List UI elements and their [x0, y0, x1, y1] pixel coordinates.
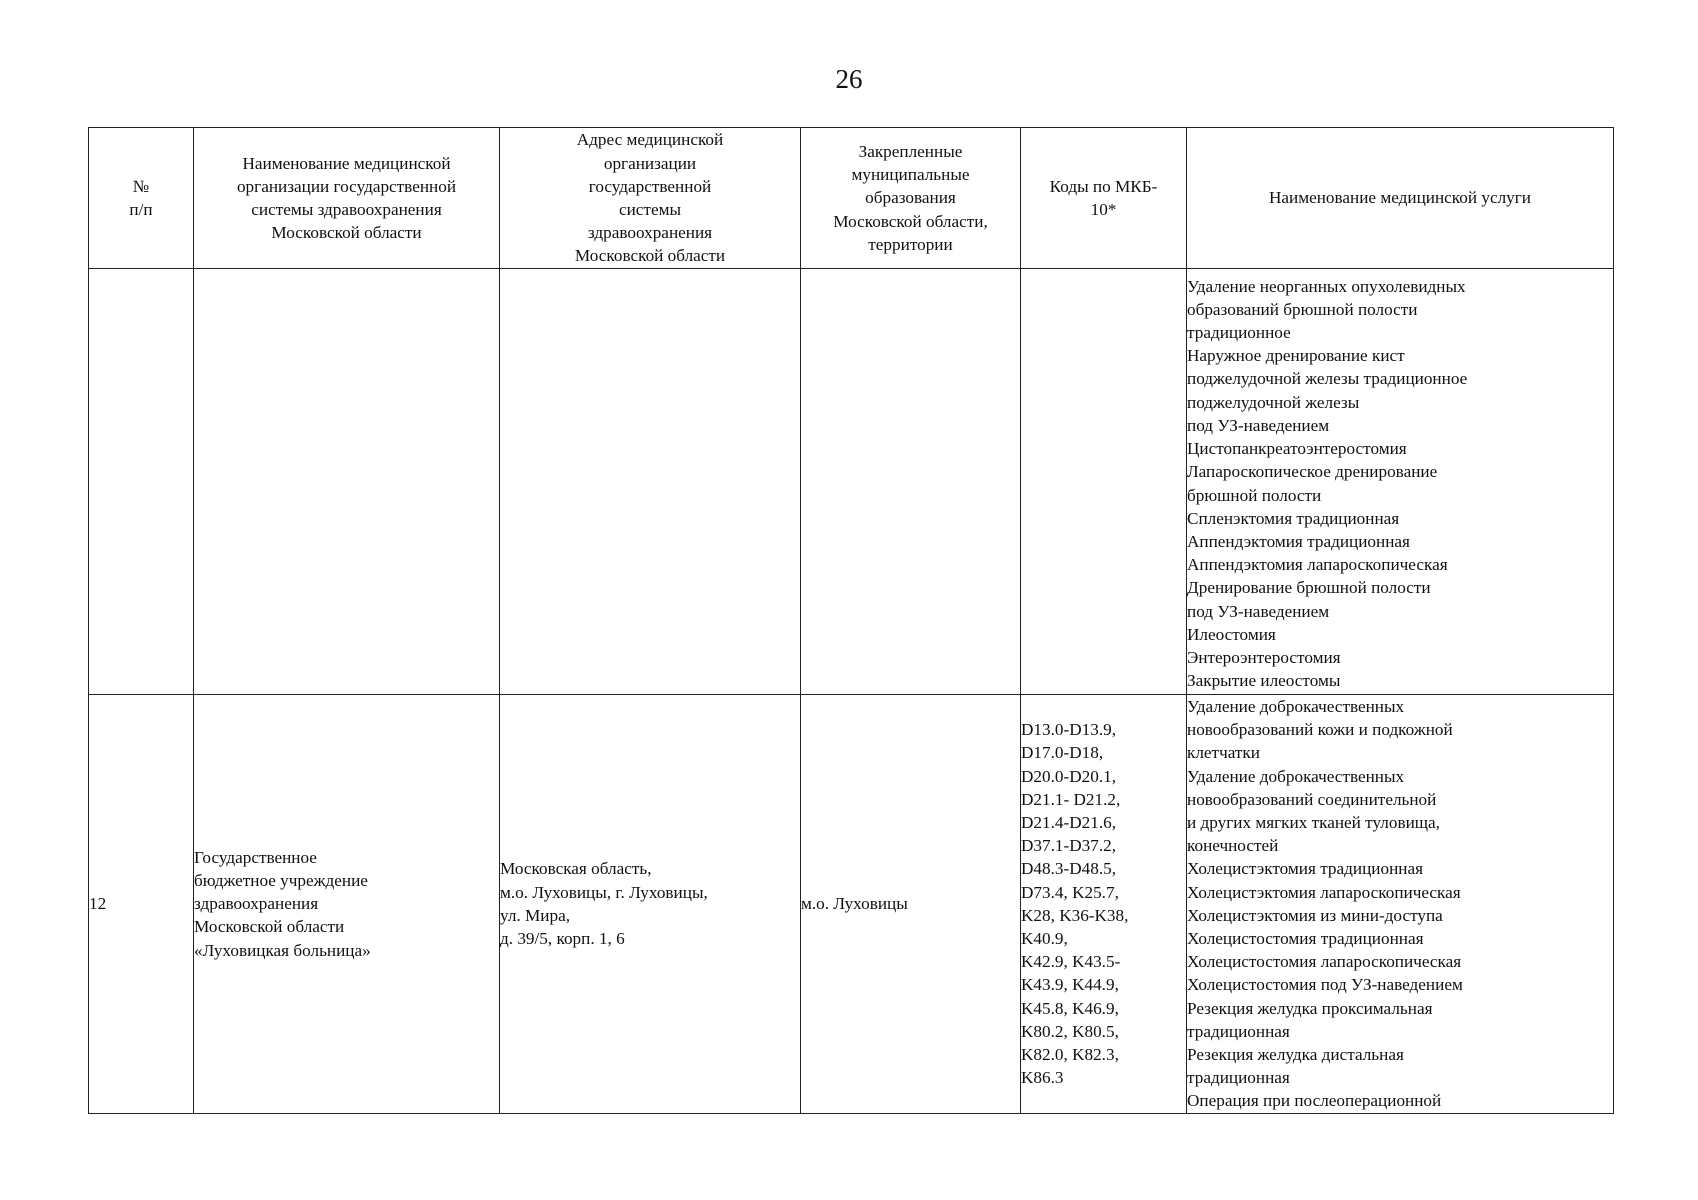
text-line: новообразований соединительной — [1187, 789, 1437, 809]
text-line: Удаление неорганных опухолевидных — [1187, 276, 1466, 296]
row-mun — [801, 695, 1021, 1114]
text-line: Холецистостомия под УЗ-наведением — [1187, 975, 1463, 995]
text-line: Удаление доброкачественных — [1187, 697, 1405, 716]
text-line: под УЗ-наведением — [1187, 601, 1330, 621]
table-row — [89, 695, 1614, 1114]
text-line: K40.9, — [1021, 929, 1068, 949]
text-line: Адрес медицинской — [576, 130, 724, 150]
text-line: организации — [603, 153, 697, 173]
row-org — [194, 695, 500, 1114]
header-service — [1187, 128, 1614, 269]
table-row — [89, 269, 1614, 695]
text-line: «Луховицкая больница» — [194, 940, 371, 960]
text-line: ул. Мира, — [500, 905, 571, 925]
text-line: Наименование медицинской услуги — [1268, 188, 1532, 208]
text-line: Наименование медицинской — [242, 153, 451, 173]
page-number: 26 — [835, 64, 863, 94]
text-line: Илеостомия — [1187, 624, 1276, 644]
text-line: бюджетное учреждение — [194, 871, 368, 891]
text-line: д. 39/5, корп. 1, 6 — [500, 929, 625, 949]
text-line: Московской области — [271, 223, 422, 243]
header-codes — [1021, 128, 1187, 269]
text-line: Московской области — [574, 246, 726, 266]
text-line: Холецистэктомия лапароскопическая — [1187, 882, 1461, 902]
text-line: K28, K36-K38, — [1021, 905, 1129, 925]
text-line: D20.0-D20.1, — [1021, 766, 1117, 786]
text-line: K42.9, K43.5- — [1021, 952, 1121, 972]
text-line: Спленэктомия традиционная — [1187, 508, 1400, 528]
text-line: Операция при послеоперационной — [1187, 1091, 1442, 1111]
text-line: клетчатки — [1187, 743, 1260, 763]
text-line: D21.1- D21.2, — [1021, 789, 1121, 809]
text-line: Московская область, — [500, 859, 652, 879]
text-line: Удаление доброкачественных — [1187, 766, 1405, 786]
text-line: Аппендэктомия традиционная — [1187, 531, 1410, 551]
header-org — [194, 128, 500, 269]
text-line: Цистопанкреатоэнтеростомия — [1187, 439, 1407, 459]
text-line: Закрытие илеостомы — [1187, 671, 1341, 691]
row-addr — [500, 269, 801, 695]
header-mun — [801, 128, 1021, 269]
row-addr — [500, 695, 801, 1114]
text-line: м.о. Луховицы — [801, 894, 908, 914]
row-org — [194, 269, 500, 695]
text-line: п/п — [129, 200, 153, 219]
text-line: D48.3-D48.5, — [1021, 859, 1117, 879]
text-line: традиционная — [1187, 1021, 1290, 1041]
text-line: Холецистэктомия традиционная — [1187, 859, 1423, 879]
text-line: Наружное дренирование кист — [1187, 346, 1405, 366]
text-line: Энтероэнтеростомия — [1187, 647, 1341, 667]
text-line: K43.9, K44.9, — [1021, 975, 1119, 995]
text-line: D13.0-D13.9, — [1021, 720, 1117, 740]
text-line: Дренирование брюшной полости — [1187, 578, 1431, 598]
text-line: D37.1-D37.2, — [1021, 836, 1117, 856]
header-num — [89, 128, 194, 269]
text-line: D21.4-D21.6, — [1021, 813, 1117, 833]
text-line: D73.4, K25.7, — [1021, 882, 1119, 902]
text-line: K80.2, K80.5, — [1021, 1021, 1119, 1041]
text-line: K86.3 — [1021, 1068, 1064, 1088]
text-line: Государственное — [194, 847, 317, 867]
text-line: конечностей — [1187, 836, 1279, 856]
text-line: государственной — [588, 176, 712, 196]
row-codes — [1021, 695, 1187, 1114]
text-line: м.о. Луховицы, г. Луховицы, — [500, 882, 708, 902]
text-line: 10* — [1090, 200, 1117, 219]
table-header-row — [89, 128, 1614, 269]
header-addr — [500, 128, 801, 269]
row-mun — [801, 269, 1021, 695]
text-line: Лапароскопическое дренирование — [1187, 462, 1438, 482]
text-line: системы здравоохранения — [251, 200, 442, 219]
text-line: территории — [868, 234, 953, 254]
text-line: образований брюшной полости — [1187, 299, 1418, 319]
text-line: образования — [865, 188, 956, 208]
row-num — [89, 269, 194, 695]
row-services — [1187, 695, 1614, 1114]
text-line: Закрепленные — [858, 141, 963, 161]
text-line: поджелудочной железы — [1187, 392, 1360, 412]
text-line: здравоохранения — [587, 223, 713, 243]
text-line: системы — [618, 200, 682, 219]
text-line: Московской области, — [833, 211, 988, 231]
text-line: Холецистостомия лапароскопическая — [1187, 952, 1462, 972]
text-line: здравоохранения — [194, 894, 319, 914]
text-line: Коды по МКБ- — [1049, 176, 1158, 196]
text-line: Резекция желудка проксимальная — [1187, 998, 1433, 1018]
text-line: № — [132, 176, 150, 196]
text-line: и других мягких тканей туловища, — [1187, 813, 1440, 833]
text-line: K82.0, K82.3, — [1021, 1045, 1119, 1065]
text-line: организации государственной — [236, 176, 457, 196]
text-line: поджелудочной железы традиционное — [1187, 369, 1468, 389]
medical-services-table — [88, 127, 1614, 1114]
text-line: под УЗ-наведением — [1187, 415, 1330, 435]
row-num: 12 — [89, 695, 194, 1114]
text-line: традиционное — [1187, 323, 1291, 343]
text-line: традиционная — [1187, 1068, 1290, 1088]
text-line: Резекция желудка дистальная — [1187, 1045, 1404, 1065]
text-line: Холецистэктомия из мини-доступа — [1187, 905, 1443, 925]
text-line: новообразований кожи и подкожной — [1187, 720, 1453, 740]
text-line: муниципальные — [851, 165, 970, 185]
text-line: D17.0-D18, — [1021, 743, 1104, 763]
text-line: Аппендэктомия лапароскопическая — [1187, 555, 1448, 575]
text-line: брюшной полости — [1187, 485, 1322, 505]
text-line: Московской области — [194, 917, 345, 937]
text-line: K45.8, K46.9, — [1021, 998, 1119, 1018]
text-line: Холецистостомия традиционная — [1187, 929, 1424, 949]
row-services — [1187, 269, 1614, 695]
row-codes — [1021, 269, 1187, 695]
